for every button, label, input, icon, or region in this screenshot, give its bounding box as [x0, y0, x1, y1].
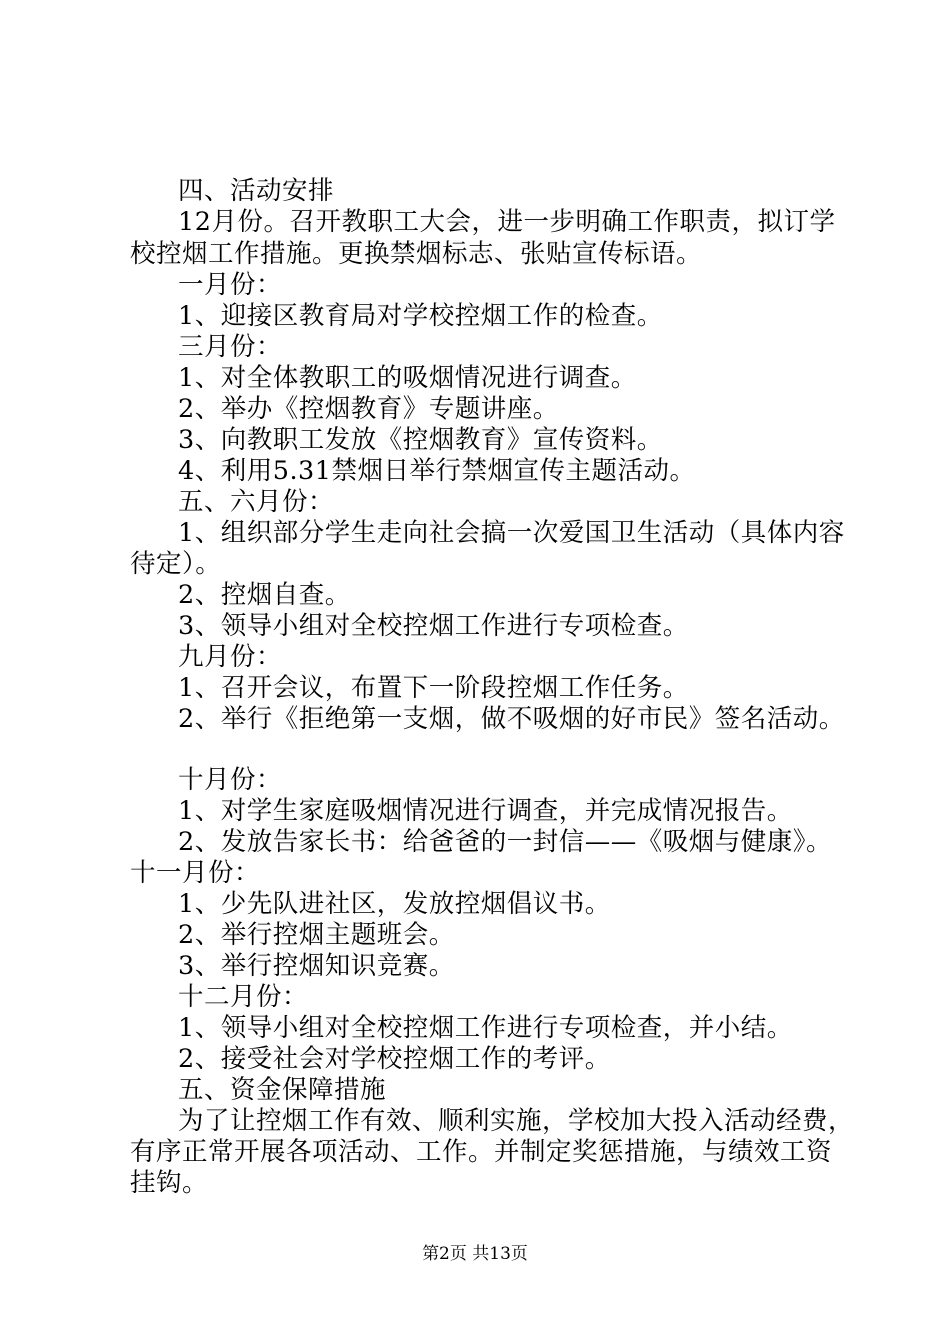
list-item: 1、少先队进社区，发放控烟倡议书。: [178, 889, 611, 919]
paragraph-line: 挂钩。: [130, 1168, 209, 1198]
list-item: 1、对全体教职工的吸烟情况进行调查。: [178, 363, 637, 393]
month-heading: 十一月份：: [130, 858, 261, 888]
list-item-continuation: 待定）。: [130, 549, 222, 579]
list-item: 1、领导小组对全校控烟工作进行专项检查，并小结。: [178, 1013, 793, 1043]
list-item: 3、领导小组对全校控烟工作进行专项检查。: [178, 611, 689, 641]
section-heading-activity-plan: 四、活动安排: [178, 176, 335, 206]
paragraph-line: 有序正常开展各项活动、工作。并制定奖惩措施，与绩效工资: [130, 1137, 833, 1167]
paragraph-line: 12月份。召开教职工大会，进一步明确工作职责，拟订学: [178, 207, 836, 237]
list-item: 2、举行控烟主题班会。: [178, 920, 455, 950]
month-heading: 十月份：: [178, 765, 283, 795]
list-item: 2、举办《控烟教育》专题讲座。: [178, 394, 559, 424]
list-item: 2、接受社会对学校控烟工作的考评。: [178, 1044, 611, 1074]
list-item: 1、召开会议，布置下一阶段控烟工作任务。: [178, 673, 689, 703]
list-item: 1、对学生家庭吸烟情况进行调查，并完成情况报告。: [178, 796, 793, 826]
month-heading: 九月份：: [178, 642, 283, 672]
section-heading-funding: 五、资金保障措施: [178, 1075, 387, 1105]
list-item: 3、向教职工发放《控烟教育》宣传资料。: [178, 425, 663, 455]
month-heading: 三月份：: [178, 332, 283, 362]
paragraph-line: 校控烟工作措施。更换禁烟标志、张贴宣传标语。: [130, 239, 703, 269]
page-number-footer: 第2页 共13页: [422, 1244, 528, 1264]
list-item: 1、迎接区教育局对学校控烟工作的检查。: [178, 301, 663, 331]
list-item: 2、发放告家长书：给爸爸的一封信——《吸烟与健康》。: [178, 827, 832, 857]
paragraph-line: 为了让控烟工作有效、顺利实施，学校加大投入活动经费，: [178, 1106, 855, 1136]
month-heading: 五、六月份：: [178, 487, 335, 517]
list-item: 2、控烟自查。: [178, 580, 351, 610]
list-item: 2、举行《拒绝第一支烟，做不吸烟的好市民》签名活动。: [178, 704, 845, 734]
list-item: 4、利用5.31禁烟日举行禁烟宣传主题活动。: [178, 456, 696, 486]
month-heading: 一月份：: [178, 270, 283, 300]
list-item: 3、举行控烟知识竞赛。: [178, 951, 455, 981]
month-heading: 十二月份：: [178, 982, 309, 1012]
list-item: 1、组织部分学生走向社会搞一次爱国卫生活动（具体内容: [178, 518, 845, 548]
